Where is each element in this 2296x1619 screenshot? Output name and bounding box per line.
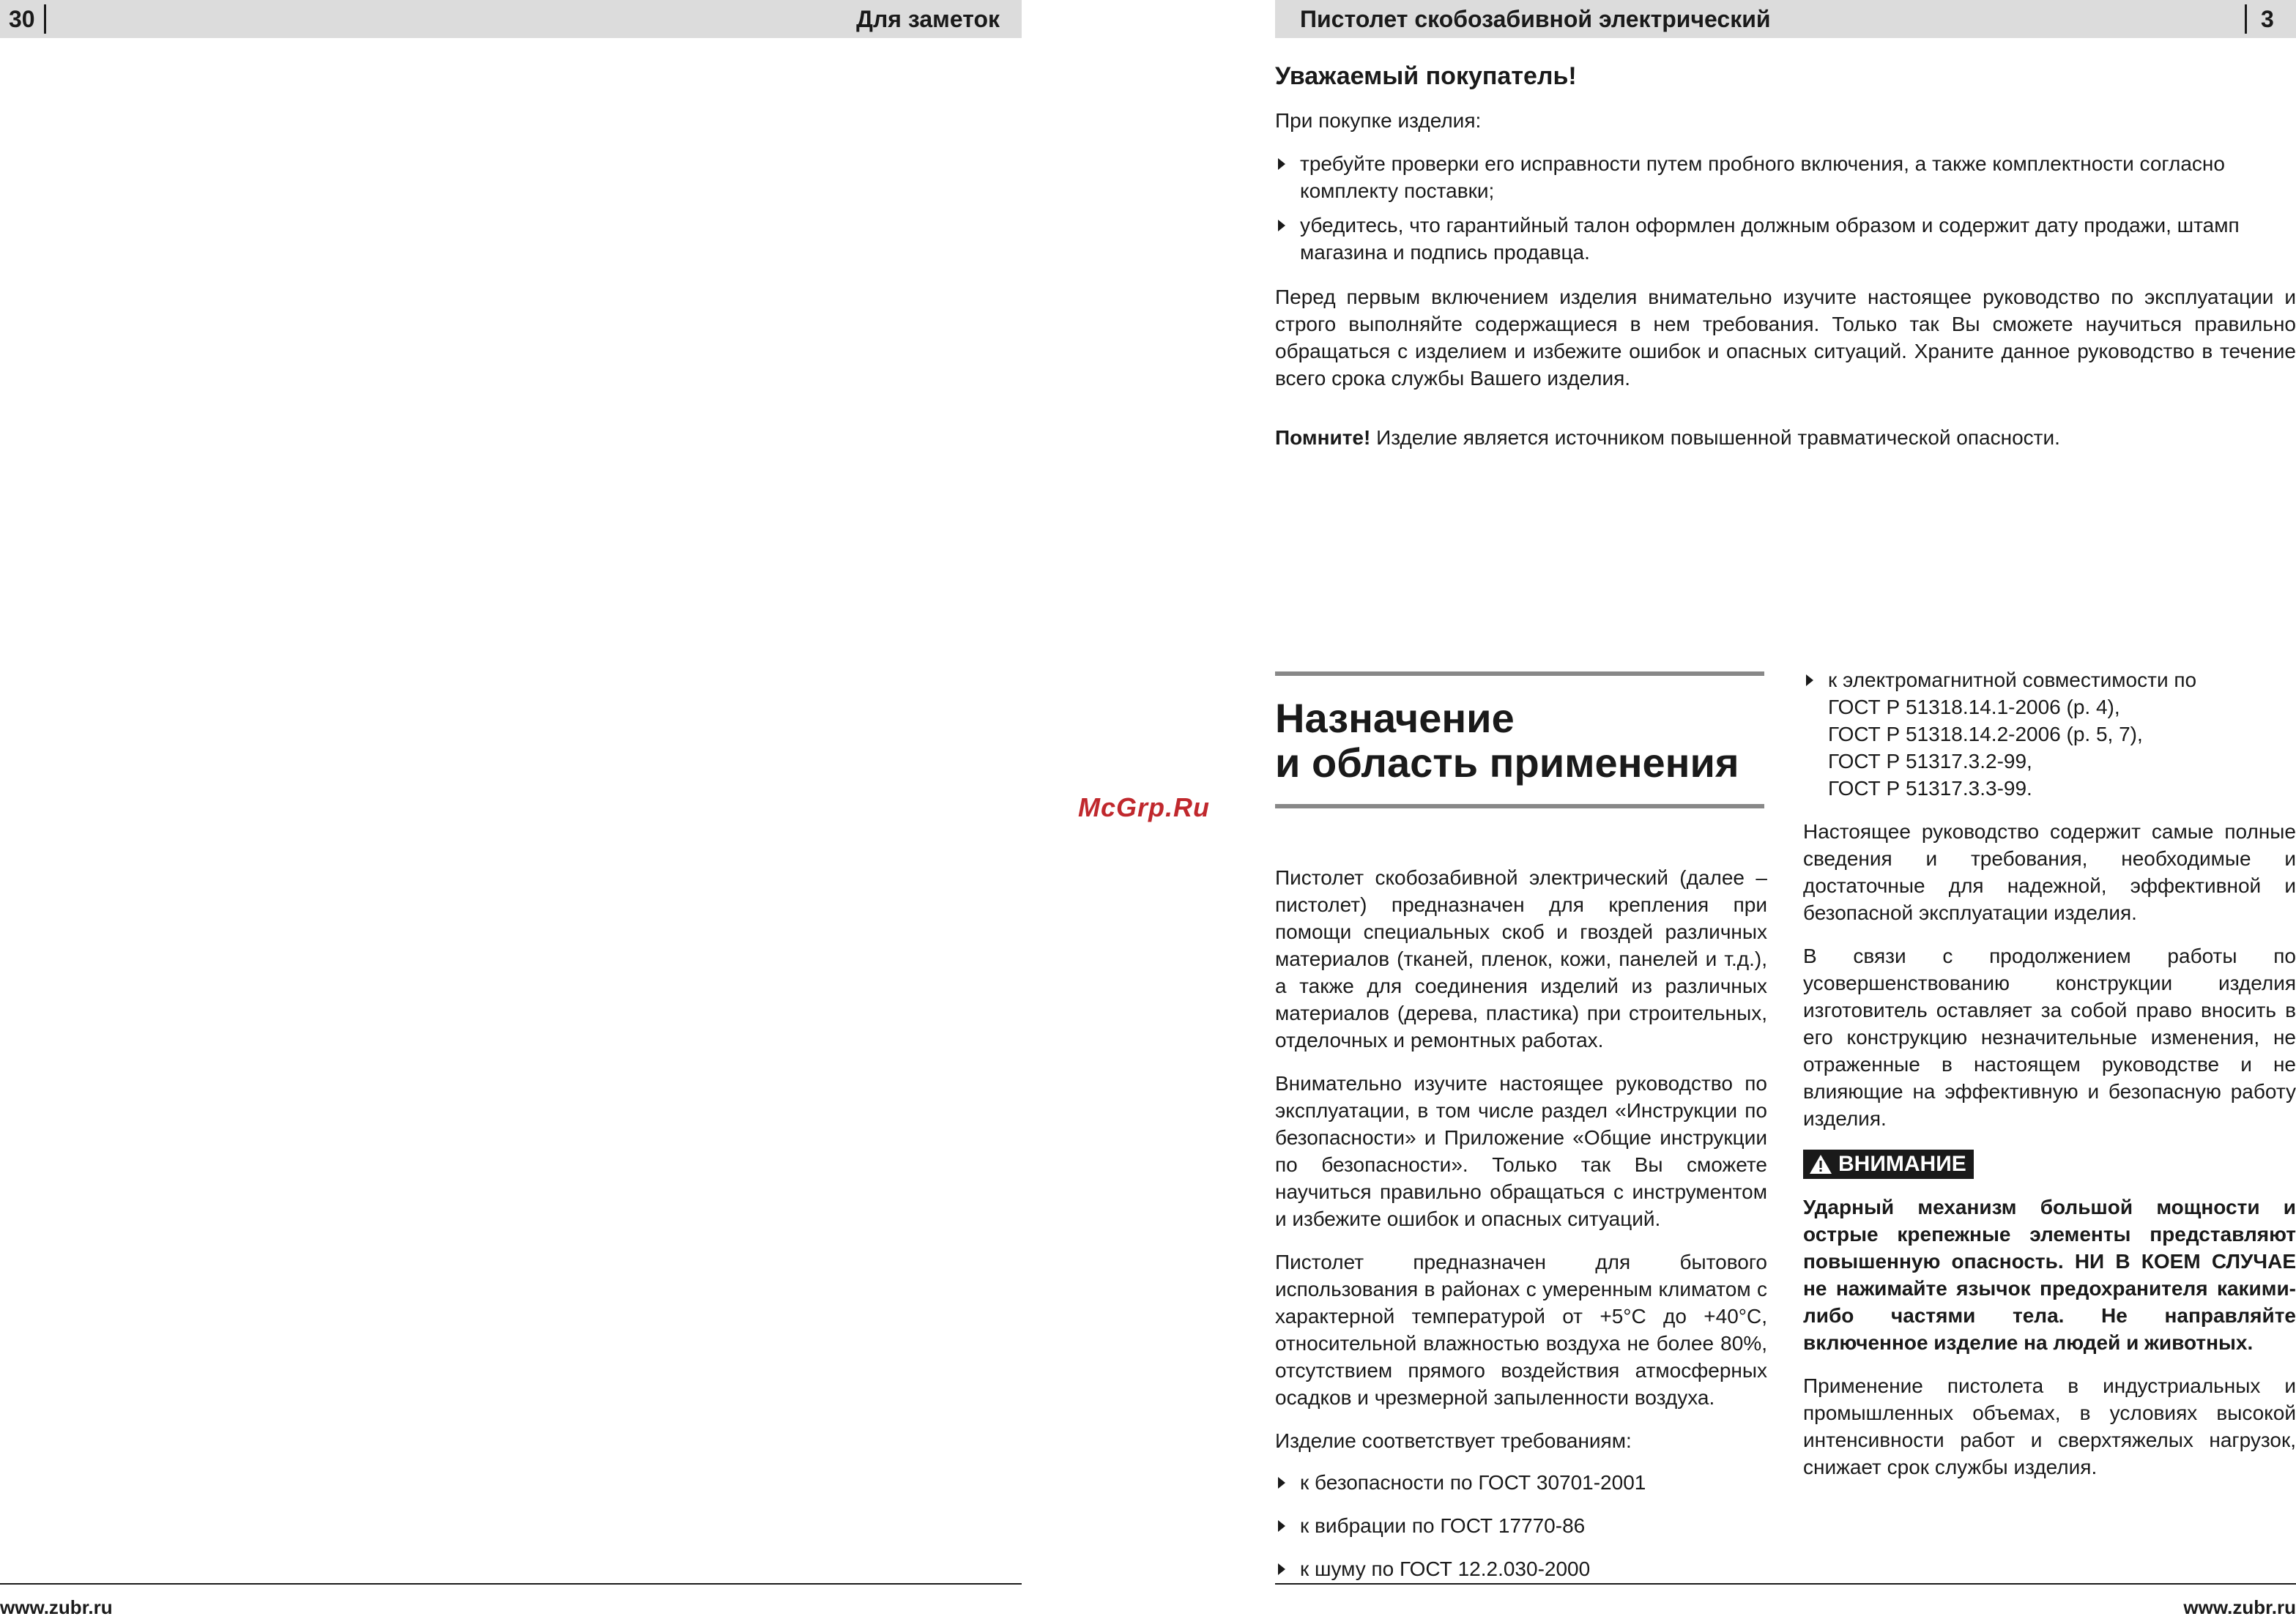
greeting-bullet-text: требуйте проверки его исправности путем пробного включения, а также комплектности согласно комплекту поставки; bbox=[1300, 152, 2225, 202]
emc-bullet bbox=[1803, 666, 2296, 802]
bullet-triangle-icon bbox=[1278, 1520, 1285, 1532]
emc-line: ГОСТ Р 51317.3.3-99. bbox=[1828, 777, 2032, 800]
warning-badge bbox=[1803, 1150, 1974, 1179]
section-top-rule bbox=[1275, 671, 1764, 676]
right-header-bar bbox=[1275, 0, 2296, 38]
emc-line: ГОСТ Р 51318.14.1-2006 (р. 4), bbox=[1828, 696, 2120, 718]
emc-line: ГОСТ Р 51318.14.2-2006 (р. 5, 7), bbox=[1828, 723, 2143, 745]
bullet-triangle-icon bbox=[1278, 158, 1285, 170]
section-column-1 bbox=[1275, 864, 1767, 1582]
left-footer-rule bbox=[0, 1583, 1022, 1585]
emc-line: ГОСТ Р 51317.3.2-99, bbox=[1828, 750, 2032, 773]
requirement-text: к вибрации по ГОСТ 17770-86 bbox=[1300, 1514, 1586, 1537]
right-header-separator bbox=[2245, 4, 2247, 34]
greeting-bullet bbox=[1275, 212, 2296, 266]
remember-line bbox=[1275, 424, 2296, 451]
left-page-number: 30 bbox=[9, 6, 35, 32]
section-heading bbox=[1275, 696, 1773, 785]
right-footer-rule bbox=[1275, 1583, 2296, 1585]
warning-label: ВНИМАНИЕ bbox=[1838, 1152, 1966, 1176]
remember-label: Помните! bbox=[1275, 426, 1371, 449]
col2-paragraph-2: В связи с продолжением работы по усовершенствованию конструкции изделия изготовитель оставляет за собой право вносить в его конструкцию незначительные изменения, не отраженные в настоящем руководстве и не влияющие на эффективную и безопасную работу изделия. bbox=[1803, 945, 2296, 1130]
right-footer-url: www.zubr.ru bbox=[2183, 1596, 2296, 1618]
watermark: McGrp.Ru bbox=[1078, 792, 1211, 822]
left-header-bar bbox=[0, 0, 1022, 38]
col2-paragraph-3: Применение пистолета в индустриальных и промышленных объемах, в условиях высокой интенсивности работ и сверхтяжелых нагрузок, снижает срок службы изделия. bbox=[1803, 1374, 2296, 1478]
section-bottom-rule bbox=[1275, 804, 1764, 808]
greeting-heading: Уважаемый покупатель! bbox=[1275, 62, 1577, 90]
requirement-bullet bbox=[1275, 1555, 1767, 1582]
left-header-title: Для заметок bbox=[856, 6, 1000, 32]
section-heading-line1: Назначение bbox=[1275, 695, 1515, 741]
section-column-2 bbox=[1803, 666, 2296, 1497]
right-header-title: Пистолет скобозабивной электрический bbox=[1300, 6, 1771, 32]
bullet-triangle-icon bbox=[1278, 220, 1285, 231]
greeting-bullet-text: убедитесь, что гарантийный талон оформлен должным образом и содержит дату продажи, штамп магазина и подпись продавца. bbox=[1300, 214, 2240, 264]
requirement-bullet bbox=[1275, 1469, 1767, 1496]
col1-paragraph-1: Пистолет скобозабивной электрический (далее – пистолет) предназначен для крепления при помощи специальных скоб и гвоздей различных материалов (тканей, пленок, кожи, панелей и т.д.), а также для соединения изделий из различных материалов (дерева, пластика) при строительных, отделочных и ремонтных работах. bbox=[1275, 866, 1767, 1052]
greeting-block bbox=[1275, 59, 2296, 451]
col1-paragraph-4: Изделие соответствует требованиям: bbox=[1275, 1429, 1632, 1452]
bullet-triangle-icon bbox=[1278, 1563, 1285, 1575]
col2-paragraph-1: Настоящее руководство содержит самые полные сведения и требования, необходимые и достаточные для надежной, эффективной и безопасной эксплуатации изделия. bbox=[1803, 820, 2296, 924]
bullet-triangle-icon bbox=[1278, 1477, 1285, 1489]
requirement-text: к шуму по ГОСТ 12.2.030-2000 bbox=[1300, 1557, 1591, 1580]
emc-bullet-title: к электромагнитной совместимости по bbox=[1828, 669, 2197, 691]
left-header-separator bbox=[44, 4, 46, 34]
col1-paragraph-2: Внимательно изучите настоящее руководство по эксплуатации, в том числе раздел «Инструкции по безопасности» и Приложение «Общие инструкции по безопасности». Только так Вы сможете научиться правильно обращаться с инструментом и избежите ошибок и опасных ситуаций. bbox=[1275, 1072, 1767, 1230]
section-heading-line2: и область применения bbox=[1275, 740, 1739, 786]
warning-text: Ударный механизм большой мощности и острые крепежные элементы представляют повышенную опасность. НИ В КОЕМ СЛУЧАЕ не нажимайте язычок предохранителя какими-либо частями тела. Не направляйте включенное изделие на людей и животных. bbox=[1803, 1196, 2296, 1354]
greeting-intro: При покупке изделия: bbox=[1275, 109, 1482, 132]
requirement-text: к безопасности по ГОСТ 30701-2001 bbox=[1300, 1471, 1646, 1494]
remember-text: Изделие является источником повышенной травматической опасности. bbox=[1370, 426, 2060, 449]
bullet-triangle-icon bbox=[1806, 674, 1813, 686]
left-footer-url: www.zubr.ru bbox=[0, 1596, 113, 1618]
warning-triangle-icon bbox=[1809, 1154, 1832, 1175]
requirement-bullet bbox=[1275, 1512, 1767, 1539]
greeting-bullet bbox=[1275, 150, 2296, 204]
right-page-number: 3 bbox=[2261, 6, 2274, 32]
col1-paragraph-3: Пистолет предназначен для бытового использования в районах с умеренным климатом с характерной температурой от +5°С до +40°С, относительной влажностью воздуха не более 80%, отсутствием прямого воздействия атмосферных осадков и чрезмерной запыленности воздуха. bbox=[1275, 1251, 1767, 1409]
greeting-paragraph: Перед первым включением изделия внимательно изучите настоящее руководство по эксплуатации и строго выполняйте содержащиеся в нем требования. Только так Вы сможете научиться правильно обращаться с изделием и избежите ошибок и опасных ситуаций. Храните данное руководство в течение всего срока службы Вашего изделия. bbox=[1275, 286, 2296, 390]
